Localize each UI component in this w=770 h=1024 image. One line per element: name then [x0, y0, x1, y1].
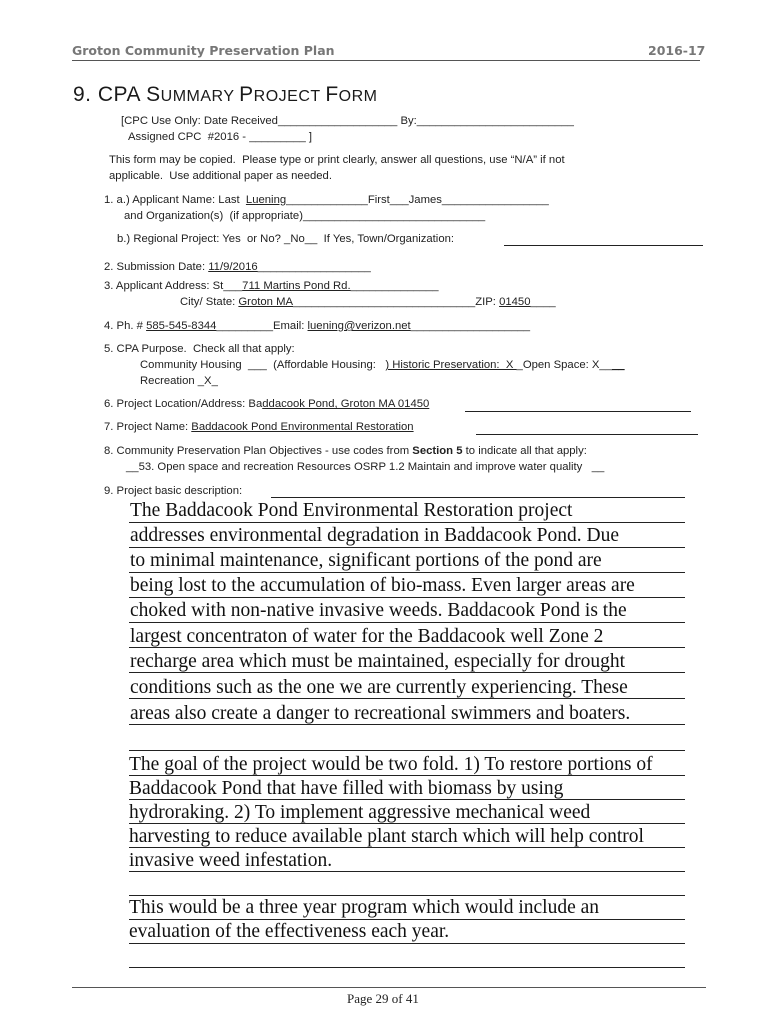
description-text-line: The Baddacook Pond Environmental Restoration project [130, 500, 573, 521]
project-name-line [476, 434, 698, 435]
description-text-line: choked with non-native invasive weeds. Baddacook Pond is the [130, 600, 627, 621]
objectives-codes[interactable]: __53. Open space and recreation Resources OSRP 1.2 Maintain and improve water quality __ [126, 461, 605, 473]
submission-date-field[interactable]: 2. Submission Date: 11/9/2016__________________ [104, 261, 371, 273]
header-rule [72, 60, 700, 61]
city-state-zip-field[interactable]: City/ State: Groton MA_____________________________ZIP: 01450____ [180, 296, 556, 308]
organization-field[interactable]: and Organization(s) (if appropriate)_____________________________ [124, 210, 486, 222]
project-name-field[interactable]: 7. Project Name: Baddacook Pond Environmental Restoration [104, 421, 414, 433]
writing-line [129, 597, 685, 598]
town-org-line[interactable] [504, 245, 703, 246]
regional-project-field[interactable]: b.) Regional Project: Yes or No? _No__ If Yes, Town/Organization: [117, 233, 455, 245]
project-location-line [465, 411, 691, 412]
cpc-use-line: [CPC Use Only: Date Received___________________ By:_________________________ [121, 115, 574, 127]
recreation-option[interactable]: Recreation _X_ [140, 375, 218, 387]
cpa-purpose-label: 5. CPA Purpose. Check all that apply: [104, 343, 295, 355]
writing-line [129, 943, 685, 944]
instructions-line-1: This form may be copied. Please type or print clearly, answer all questions, use “N/A” if not [109, 154, 565, 166]
objectives-label: 8. Community Preservation Plan Objectives - use codes from Section 5 to indicate all that apply: [104, 445, 587, 457]
description-text-line: to minimal maintenance, significant portions of the pond are [130, 550, 602, 571]
instructions-line-2: applicable. Use additional paper as needed. [109, 170, 332, 182]
footer-rule [72, 987, 706, 988]
description-text-line: invasive weed infestation. [129, 850, 333, 871]
writing-line [129, 750, 685, 751]
writing-line [129, 522, 685, 523]
description-text-line: harvesting to reduce available plant starch which will help control [129, 826, 644, 847]
cpa-purpose-options[interactable]: Community Housing ___ (Affordable Housing: ) Historic Preservation: X _Open Space: X____ [140, 359, 625, 371]
applicant-name-field[interactable]: 1. a.) Applicant Name: Last Luening_____________First___James_________________ [104, 194, 549, 206]
description-text-line: being lost to the accumulation of bio-mass. Even larger areas are [130, 575, 635, 596]
writing-line [129, 547, 685, 548]
description-text-line: addresses environmental degradation in Baddacook Pond. Due [130, 525, 619, 546]
description-text-line: evaluation of the effectiveness each year. [129, 921, 450, 942]
description-text-line: largest concentraton of water for the Baddacook well Zone 2 [130, 626, 604, 647]
page-title: 9. CPA SUMMARY PROJECT FORM [73, 83, 378, 106]
phone-email-field[interactable]: 4. Ph. # 585-545-8344_________Email: luening@verizon.net___________________ [104, 320, 531, 332]
writing-line [129, 895, 685, 896]
applicant-address-field[interactable]: 3. Applicant Address: St___711 Martins Pond Rd.______________ [104, 280, 439, 292]
description-text-line: hydroraking. 2) To implement aggressive mechanical weed [129, 802, 591, 823]
writing-line [129, 572, 685, 573]
description-text-line: Baddacook Pond that have filled with biomass by using [129, 778, 564, 799]
description-first-line [271, 497, 685, 498]
page-number: Page 29 of 41 [347, 991, 419, 1006]
description-label: 9. Project basic description: [104, 485, 243, 497]
description-text-line: areas also create a danger to recreational swimmers and boaters. [130, 703, 631, 724]
description-text-line: conditions such as the one we are currently experiencing. These [130, 677, 628, 698]
writing-line [129, 622, 685, 623]
writing-line [129, 919, 685, 920]
description-text-line: This would be a three year program which would include an [129, 897, 600, 918]
cpc-assigned-line: Assigned CPC #2016 - _________ ] [128, 131, 313, 143]
description-text-line: The goal of the project would be two fold. 1) To restore portions of [129, 754, 653, 775]
writing-line [129, 967, 685, 968]
description-text-line: recharge area which must be maintained, especially for drought [130, 651, 626, 672]
header-plan-title: Groton Community Preservation Plan [72, 43, 335, 58]
header-year: 2016-17 [648, 43, 706, 58]
project-location-field[interactable]: 6. Project Location/Address: Baddacook Pond, Groton MA 01450 [104, 398, 430, 410]
